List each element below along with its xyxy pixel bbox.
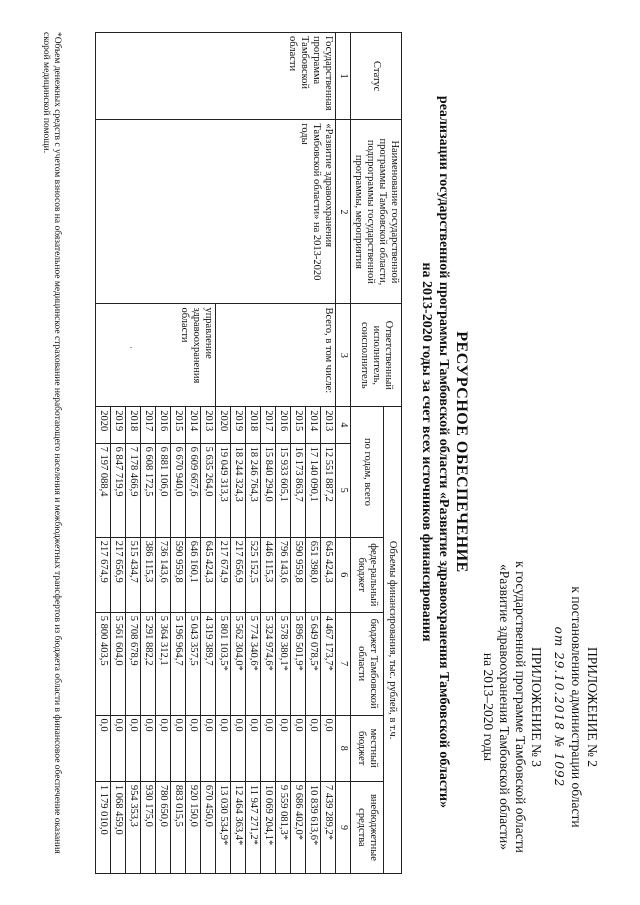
col-index: 7 [336, 612, 351, 715]
offbudget-cell: 920 150,0 [186, 781, 201, 873]
appendix-2-subtitle: к постановлению администрации области [569, 586, 584, 828]
regional-cell: 5 578 380,1* [276, 612, 291, 715]
local-cell: 0,0 [186, 715, 201, 781]
offbudget-cell: 9 686 402,0* [291, 781, 306, 873]
offbudget-cell: 10 069 204,1* [261, 781, 276, 873]
footnote: *Объем денежных средств с учетом взносов на обязательное медицинское страхование неработающего населения и межбюджетных трансфертов из бюджета области в финансовое обеспечение оказания скорой медицинской помощи. [41, 32, 62, 854]
year-cell: 2018 [246, 407, 261, 443]
total-cell: 6 670 940,0 [171, 443, 186, 537]
total-cell: 7 178 466,9 [126, 443, 141, 537]
offbudget-cell: 10 839 613,6* [306, 781, 321, 873]
scan-speck [130, 347, 132, 348]
regional-cell: 5 324 974,6* [261, 612, 276, 715]
local-cell: 0,0 [246, 715, 261, 781]
offbudget-cell: 13 030 534,9* [216, 781, 231, 873]
regional-cell: 5 561 604,0 [111, 612, 126, 715]
local-cell: 0,0 [276, 715, 291, 781]
year-cell: 2014 [306, 407, 321, 443]
col-index: 4 [336, 407, 351, 443]
local-cell: 0,0 [291, 715, 306, 781]
regional-cell: 5 562 304,0* [231, 612, 246, 715]
federal-cell: 646 160,1 [186, 537, 201, 612]
federal-cell: 217 656,9 [111, 537, 126, 612]
status-cell: Государственная программа Тамбовской области [96, 33, 336, 120]
header-status: Статус [351, 33, 402, 120]
total-cell: 6 847 719,9 [111, 443, 126, 537]
federal-cell: 525 152,5 [246, 537, 261, 612]
offbudget-cell: 780 650,0 [156, 781, 171, 873]
regional-cell: 5 801 103,5* [216, 612, 231, 715]
title-line-3: на 2013-2020 годы за счет всех источников финансирования [419, 262, 434, 642]
offbudget-cell: 930 175,0 [141, 781, 156, 873]
offbudget-cell: 954 353,3 [126, 781, 141, 873]
local-cell: 0,0 [321, 715, 336, 781]
offbudget-cell: 11 947 271,2* [246, 781, 261, 873]
regional-cell: 5 774 340,6* [246, 612, 261, 715]
offbudget-cell: 1 068 459,0 [111, 781, 126, 873]
year-cell: 2015 [171, 407, 186, 443]
appendix-header [480, 537, 600, 877]
local-cell: 0,0 [96, 715, 111, 781]
header-exec: Ответственный исполнитель, соисполнитель [351, 304, 402, 407]
resource-table [95, 32, 402, 874]
total-cell: 6 608 172,5 [141, 443, 156, 537]
program-name-cell: «Развитие здравоохранения Тамбовской области» на 2013-2020 годы [96, 120, 336, 304]
year-cell: 2016 [156, 407, 171, 443]
offbudget-cell: 12 464 363,4* [231, 781, 246, 873]
total-cell: 12 551 887,2 [321, 443, 336, 537]
federal-cell: 446 115,3 [261, 537, 276, 612]
local-cell: 0,0 [261, 715, 276, 781]
regional-cell: 5 364 312,1 [156, 612, 171, 715]
regional-cell: 4 467 173,7* [321, 612, 336, 715]
local-cell: 0,0 [231, 715, 246, 781]
federal-cell: 645 424,3 [321, 537, 336, 612]
header-offbudget: внебюджетные средства [351, 781, 384, 873]
local-cell: 0,0 [216, 715, 231, 781]
regional-cell: 5 708 678,9 [126, 612, 141, 715]
regional-cell: 5 043 357,5 [186, 612, 201, 715]
col-index: 2 [336, 120, 351, 304]
federal-cell: 796 143,6 [276, 537, 291, 612]
total-cell: 6 609 667,6 [186, 443, 201, 537]
federal-cell: 590 959,8 [171, 537, 186, 612]
local-cell: 0,0 [201, 715, 216, 781]
total-cell: 5 635 264,0 [201, 443, 216, 537]
appendix-3-line-2: «Развитие здравоохранения Тамбовской области» [497, 563, 512, 850]
regional-cell: 5 896 501,9* [291, 612, 306, 715]
regional-cell: 5 649 078,5* [306, 612, 321, 715]
exec-dept-cell: управление здравоохранения области [96, 304, 216, 407]
title-main: РЕСУРСНОЕ ОБЕСПЕЧЕНИЕ [453, 331, 470, 573]
title-line-2: реализации государственной программы Тамбовской области «Развитие здравоохранения Тамбовской области» [436, 95, 451, 809]
offbudget-cell: 883 015,5 [171, 781, 186, 873]
federal-cell: 386 115,3 [141, 537, 156, 612]
header-regional: бюджет Тамбовской области [351, 612, 384, 715]
year-cell: 2019 [231, 407, 246, 443]
local-cell: 0,0 [126, 715, 141, 781]
total-cell: 19 049 313,3 [216, 443, 231, 537]
federal-cell: 217 674,9 [216, 537, 231, 612]
col-index: 1 [336, 33, 351, 120]
header-name: Наименование государственной программы Тамбовской области, подпрограммы государственной программы, мероприятия [351, 120, 402, 304]
appendix-3-title: ПРИЛОЖЕНИЕ № 3 [529, 646, 544, 768]
offbudget-cell: 670 450,0 [201, 781, 216, 873]
federal-cell: 217 674,9 [96, 537, 111, 612]
total-cell: 17 140 090,1 [306, 443, 321, 537]
federal-cell: 645 424,3 [201, 537, 216, 612]
regional-cell: 5 800 403,5 [96, 612, 111, 715]
appendix-3-line-1: к государственной программе Тамбовской области [513, 561, 528, 853]
total-cell: 7 197 088,4 [96, 443, 111, 537]
table-body [96, 33, 336, 874]
column-index-row [336, 33, 351, 874]
local-cell: 0,0 [306, 715, 321, 781]
col-index: 6 [336, 537, 351, 612]
federal-cell: 651 398,0 [306, 537, 321, 612]
total-cell: 16 173 863,7 [291, 443, 306, 537]
total-cell: 18 244 324,3 [231, 443, 246, 537]
total-cell: 15 933 605,1 [276, 443, 291, 537]
header-by-year: по годам, всего [351, 407, 384, 538]
handwritten-date-number: от 29.10.2018 № 1092 [552, 626, 566, 788]
year-cell: 2018 [126, 407, 141, 443]
appendix-3-line-3: на 2013–2020 годы [481, 652, 496, 762]
col-index: 9 [336, 781, 351, 873]
year-cell: 2016 [276, 407, 291, 443]
document-title [418, 32, 470, 872]
federal-cell: 590 959,8 [291, 537, 306, 612]
col-index: 8 [336, 715, 351, 781]
federal-cell: 515 434,7 [126, 537, 141, 612]
local-cell: 0,0 [156, 715, 171, 781]
total-cell: 18 246 764,3 [246, 443, 261, 537]
local-cell: 0,0 [171, 715, 186, 781]
year-cell: 2017 [261, 407, 276, 443]
header-volumes: Объемы финансирования, тыс. рублей, в т.ч. [383, 407, 401, 874]
regional-cell: 5 291 882,2 [141, 612, 156, 715]
year-cell: 2020 [96, 407, 111, 443]
rotated-landscape-sheet [10, 12, 610, 892]
col-index: 5 [336, 443, 351, 537]
offbudget-cell: 1 179 010,0 [96, 781, 111, 873]
year-cell: 2015 [291, 407, 306, 443]
year-cell: 2020 [216, 407, 231, 443]
offbudget-cell: 9 559 081,3* [276, 781, 291, 873]
year-cell: 2013 [321, 407, 336, 443]
col-index: 3 [336, 304, 351, 407]
appendix-2-title: ПРИЛОЖЕНИЕ № 2 [585, 646, 600, 768]
total-cell: 15 840 294,0 [261, 443, 276, 537]
year-cell: 2013 [201, 407, 216, 443]
local-cell: 0,0 [111, 715, 126, 781]
exec-total-cell: Всего, в том числе: [216, 304, 336, 407]
total-cell: 6 881 106,0 [156, 443, 171, 537]
offbudget-cell: 7 439 289,2* [321, 781, 336, 873]
header-local: местный бюджет [351, 715, 384, 781]
year-cell: 2014 [186, 407, 201, 443]
local-cell: 0,0 [141, 715, 156, 781]
year-cell: 2019 [111, 407, 126, 443]
year-cell: 2017 [141, 407, 156, 443]
federal-cell: 217 656,9 [231, 537, 246, 612]
federal-cell: 736 143,6 [156, 537, 171, 612]
regional-cell: 5 196 964,7 [171, 612, 186, 715]
header-federal: феде-ральный бюджет [351, 537, 384, 612]
regional-cell: 4 319 389,7 [201, 612, 216, 715]
